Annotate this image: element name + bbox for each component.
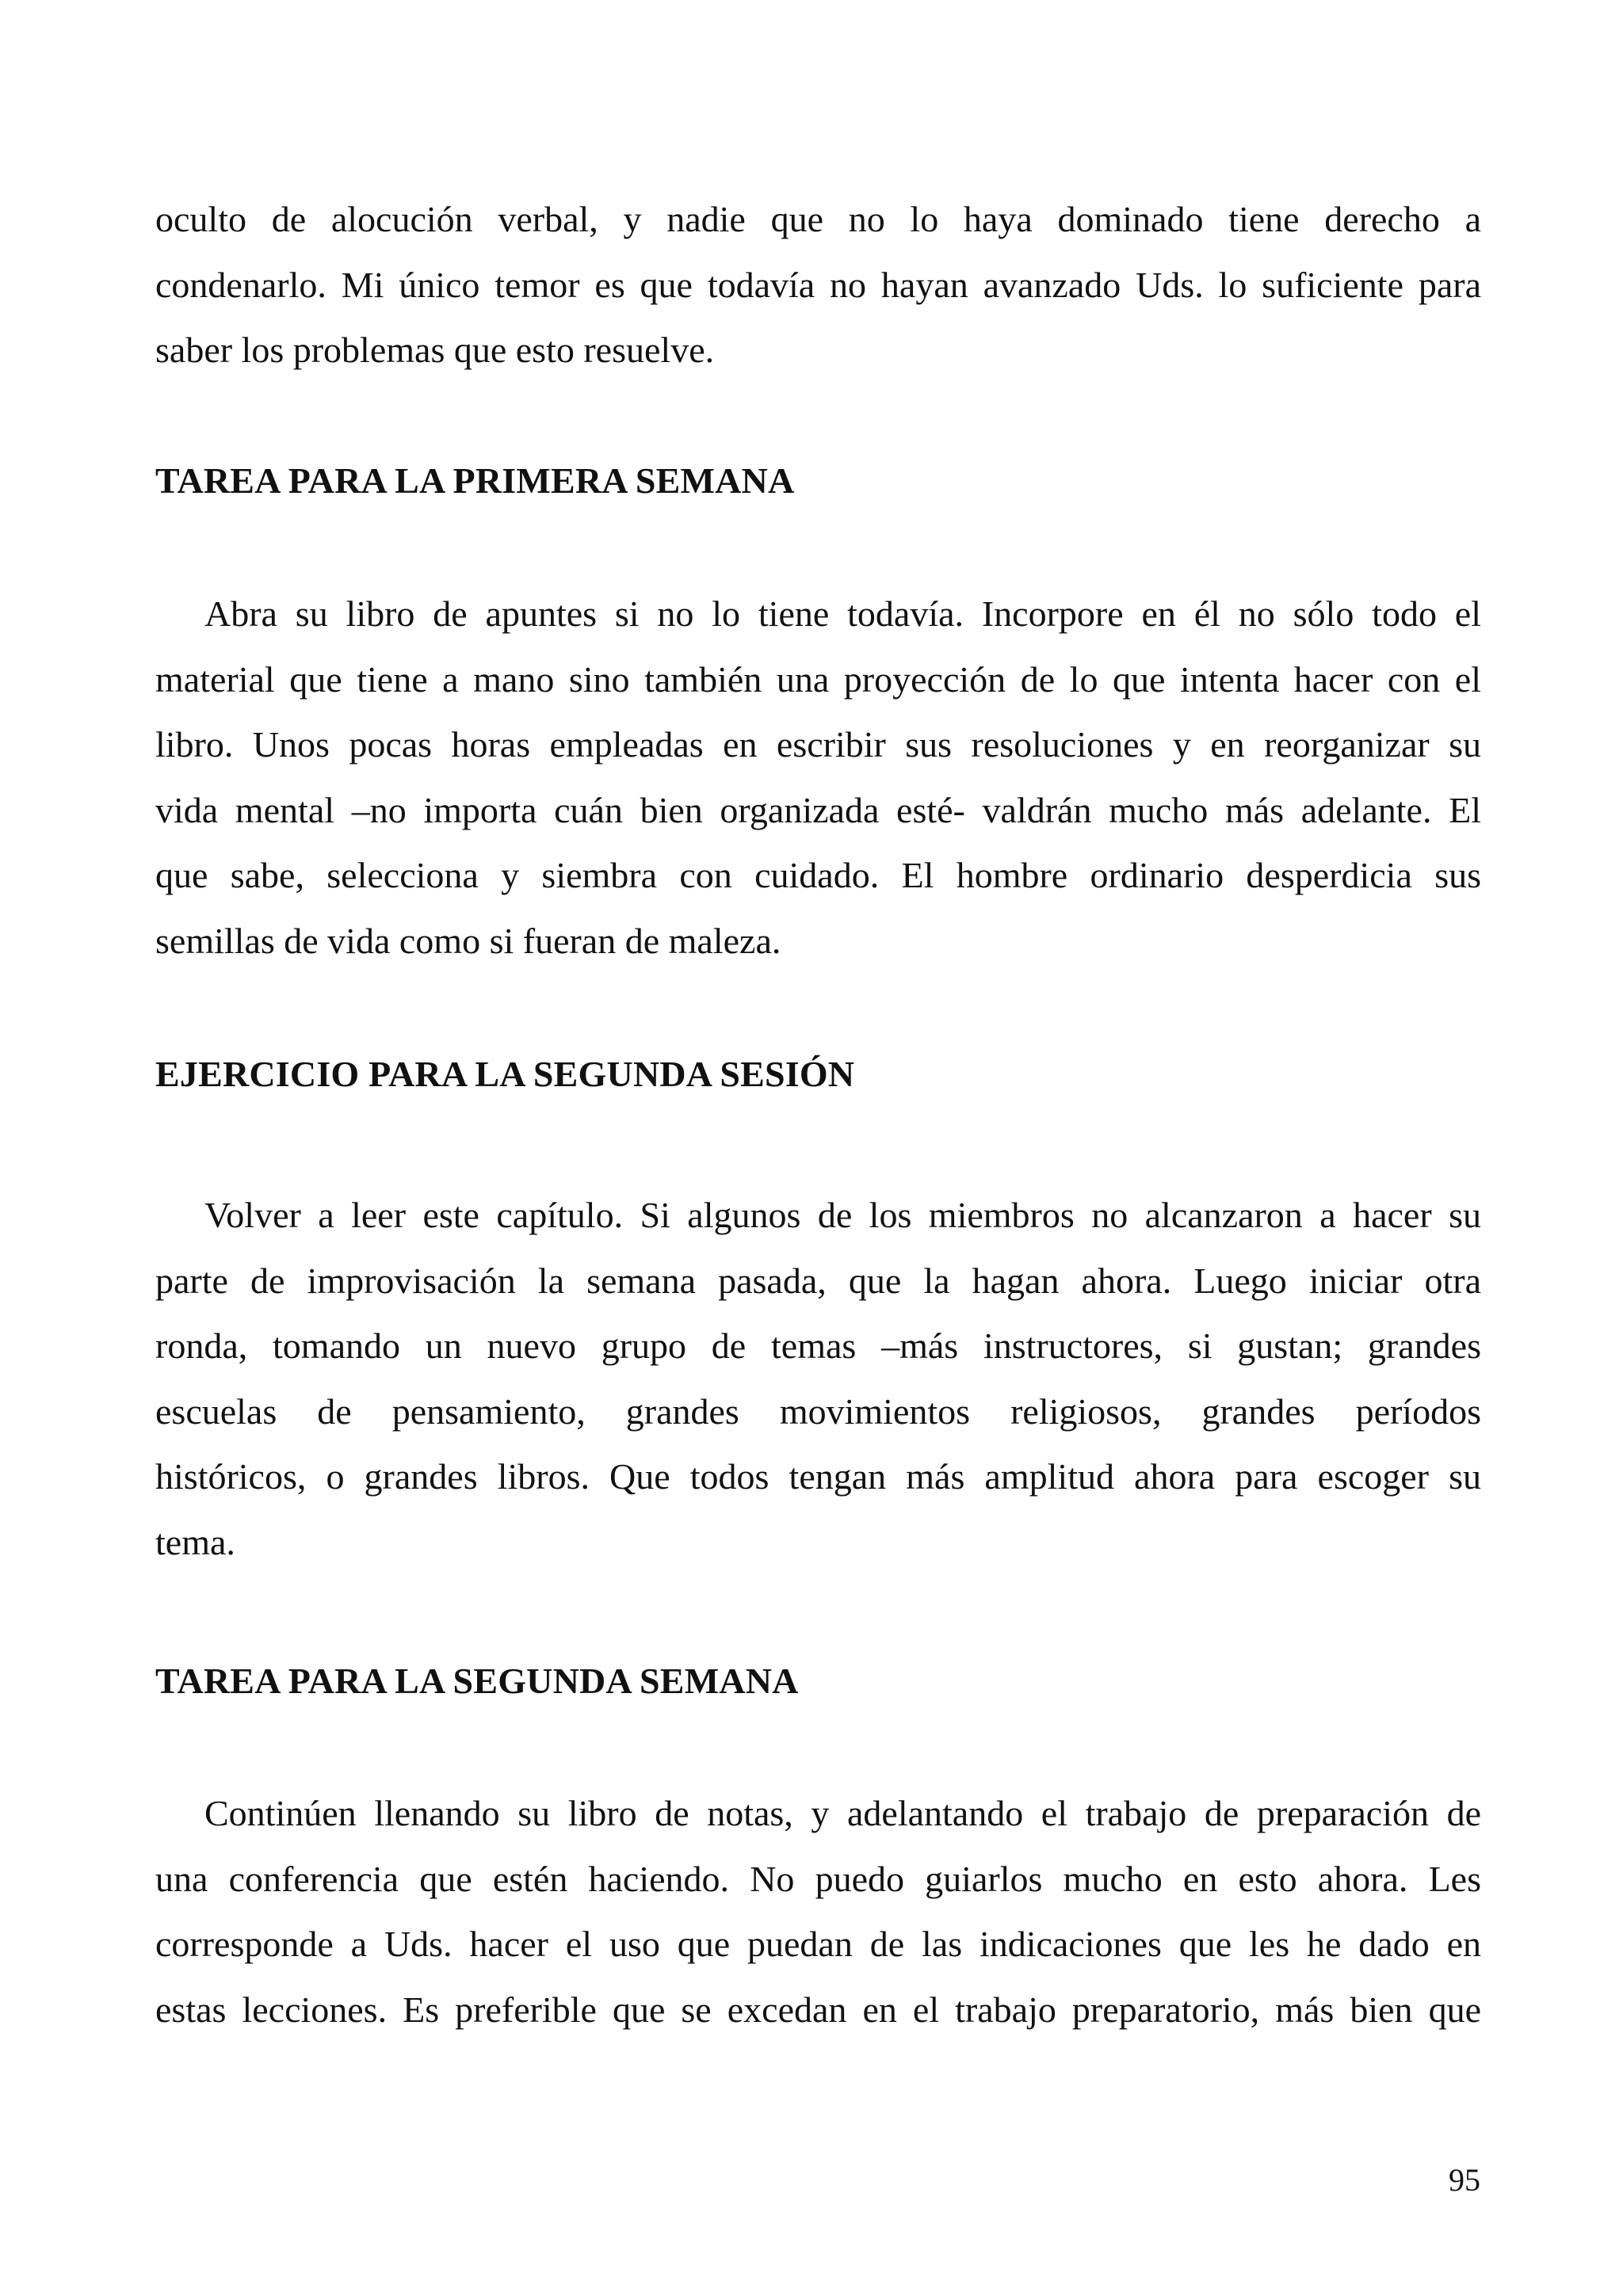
paragraph-line: estas lecciones. Es preferible que se excedan en el trabajo preparatorio, más bien que [155,1989,1481,2030]
paragraph-line: parte de improvisación la semana pasada, que la hagan ahora. Luego iniciar otra [155,1260,1481,1301]
section-heading: TAREA PARA LA SEGUNDA SEMANA [155,1661,799,1701]
paragraph-line: Continúen llenando su libro de notas, y adelantando el trabajo de preparación de [204,1793,1481,1833]
paragraph-line: semillas de vida como si fueran de maleza. [155,920,781,961]
paragraph-line: oculto de alocución verbal, y nadie que no lo haya dominado tiene derecho a [155,199,1481,239]
paragraph-line: saber los problemas que esto resuelve. [155,330,715,370]
paragraph-line: tema. [155,1521,235,1562]
paragraph-ejercicio-segunda-sesion [155,1183,1481,1575]
paragraph-line: escuelas de pensamiento, grandes movimientos religiosos, grandes períodos [155,1390,1481,1432]
paragraph-line: ronda, tomando un nuevo grupo de temas –más instructores, si gustan; grandes [155,1325,1481,1366]
section-heading: EJERCICIO PARA LA SEGUNDA SESIÓN [155,1054,855,1094]
paragraph-line: condenarlo. Mi único temor es que todavía no hayan avanzado Uds. lo suficiente para [155,264,1481,305]
paragraph-line: Abra su libro de apuntes si no lo tiene todavía. Incorpore en él no sólo todo el [204,593,1481,634]
paragraph-line: una conferencia que estén haciendo. No puedo guiarlos mucho en esto ahora. Les [155,1858,1481,1899]
paragraph-tarea-primera-semana [155,582,1481,974]
paragraph-tarea-segunda-semana [155,1781,1481,2042]
paragraph-line: Volver a leer este capítulo. Si algunos de los miembros no alcanzaron a hacer su [204,1195,1481,1235]
paragraph-continuation [155,187,1481,383]
paragraph-line: que sabe, selecciona y siembra con cuidado. El hombre ordinario desperdicia sus [155,855,1481,895]
paragraph-line: corresponde a Uds. hacer el uso que puedan de las indicaciones que les he dado en [155,1924,1481,1964]
paragraph-line: libro. Unos pocas horas empleadas en escribir sus resoluciones y en reorganizar su [155,724,1481,765]
paragraph-line: material que tiene a mano sino también una proyección de lo que intenta hacer con el [155,658,1481,700]
paragraph-line: históricos, o grandes libros. Que todos tengan más amplitud ahora para escoger su [155,1456,1481,1497]
section-heading: TAREA PARA LA PRIMERA SEMANA [155,460,795,501]
paragraph-line: vida mental –no importa cuán bien organizada esté- valdrán mucho más adelante. El [155,789,1481,830]
page-number: 95 [1449,2162,1480,2198]
